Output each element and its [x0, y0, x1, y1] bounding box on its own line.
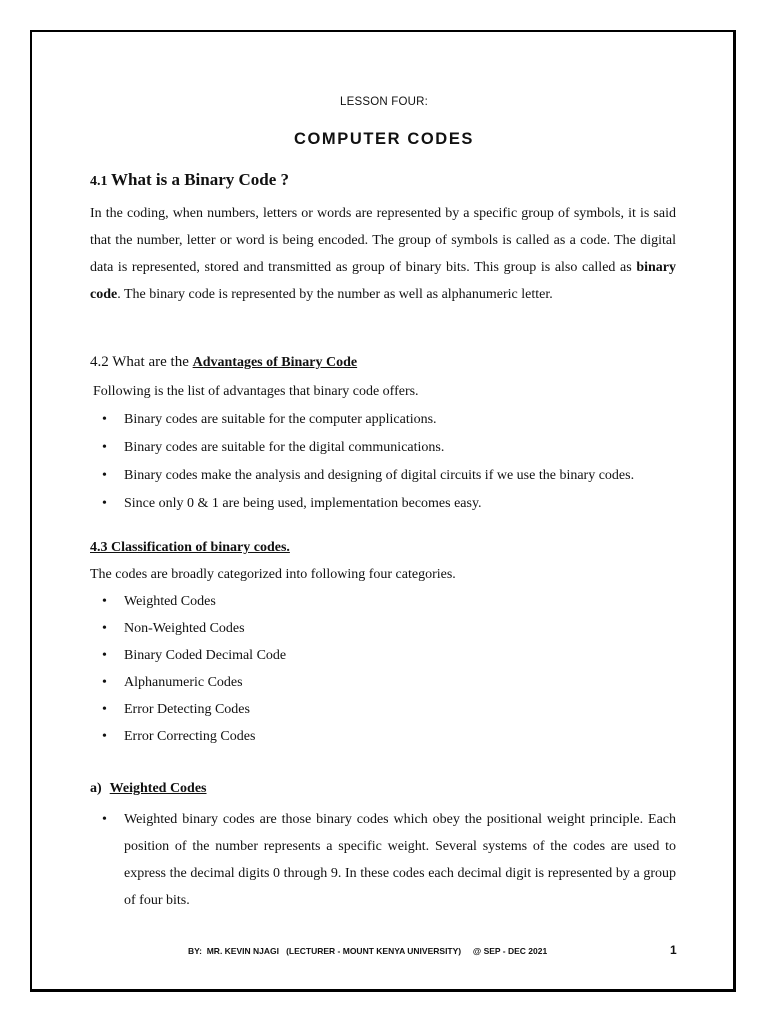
list-item: • Error Detecting Codes	[90, 700, 678, 727]
section-4-1-paragraph	[90, 200, 676, 308]
list-item: • Error Correcting Codes	[90, 727, 678, 754]
lesson-label: LESSON FOUR:	[339, 96, 429, 108]
advantages-list	[90, 410, 678, 522]
list-item: • Weighted binary codes are those binary codes which obey the positional weight principle. Each position of the number represents a specific weight. Several systems of the codes are used to express the decimal digits 0 through 9. In these codes each decimal digit is represented by a group of four bits.	[90, 806, 678, 914]
list-item: • Since only 0 & 1 are being used, implementation becomes easy.	[90, 494, 678, 522]
paragraph-text-2: . The binary code is represented by the number as well as alphanumeric letter.	[117, 287, 553, 302]
section-a-title: Weighted Codes	[109, 781, 207, 796]
section-4-1-title: What is a Binary Code ?	[111, 170, 290, 189]
list-item: • Non-Weighted Codes	[90, 619, 678, 646]
list-item: • Binary codes are suitable for the computer applications.	[90, 410, 678, 438]
list-item: • Binary codes are suitable for the digital communications.	[90, 438, 678, 466]
list-item: • Alphanumeric Codes	[90, 673, 678, 700]
section-a-marker: a)	[90, 781, 102, 796]
classification-list	[90, 592, 678, 754]
page-number: 1	[670, 943, 677, 957]
section-4-2-intro: Following is the list of advantages that binary code offers.	[93, 384, 419, 399]
weighted-codes-list	[90, 806, 678, 914]
list-item: • Binary Coded Decimal Code	[90, 646, 678, 673]
section-4-2-prefix: 4.2 What are the	[90, 354, 193, 370]
section-a-heading	[90, 781, 207, 797]
section-4-1-number: 4.1	[90, 174, 111, 189]
section-4-1-heading	[90, 170, 289, 190]
section-4-3-heading: 4.3 Classification of binary codes.	[90, 540, 290, 555]
list-item: • Binary codes make the analysis and designing of digital circuits if we use the binary codes.	[90, 466, 678, 494]
page-title: COMPUTER CODES	[293, 130, 475, 148]
section-4-2-title: Advantages of Binary Code	[192, 355, 358, 370]
paragraph-bold-term: binary code	[90, 260, 676, 302]
section-4-3-intro: The codes are broadly categorized into following four categories.	[90, 567, 456, 582]
list-item: • Weighted Codes	[90, 592, 678, 619]
page-footer: BY: MR. KEVIN NJAGI (LECTURER - MOUNT KENYA UNIVERSITY) @ SEP - DEC 2021	[188, 946, 548, 956]
paragraph-text-1: In the coding, when numbers, letters or words are represented by a specific group of symbols, it is said that the number, letter or word is being encoded. The group of symbols is called as a code. The digital data is represented, stored and transmitted as group of binary bits. This group is also called as	[90, 206, 676, 275]
section-4-2-heading	[90, 354, 357, 371]
